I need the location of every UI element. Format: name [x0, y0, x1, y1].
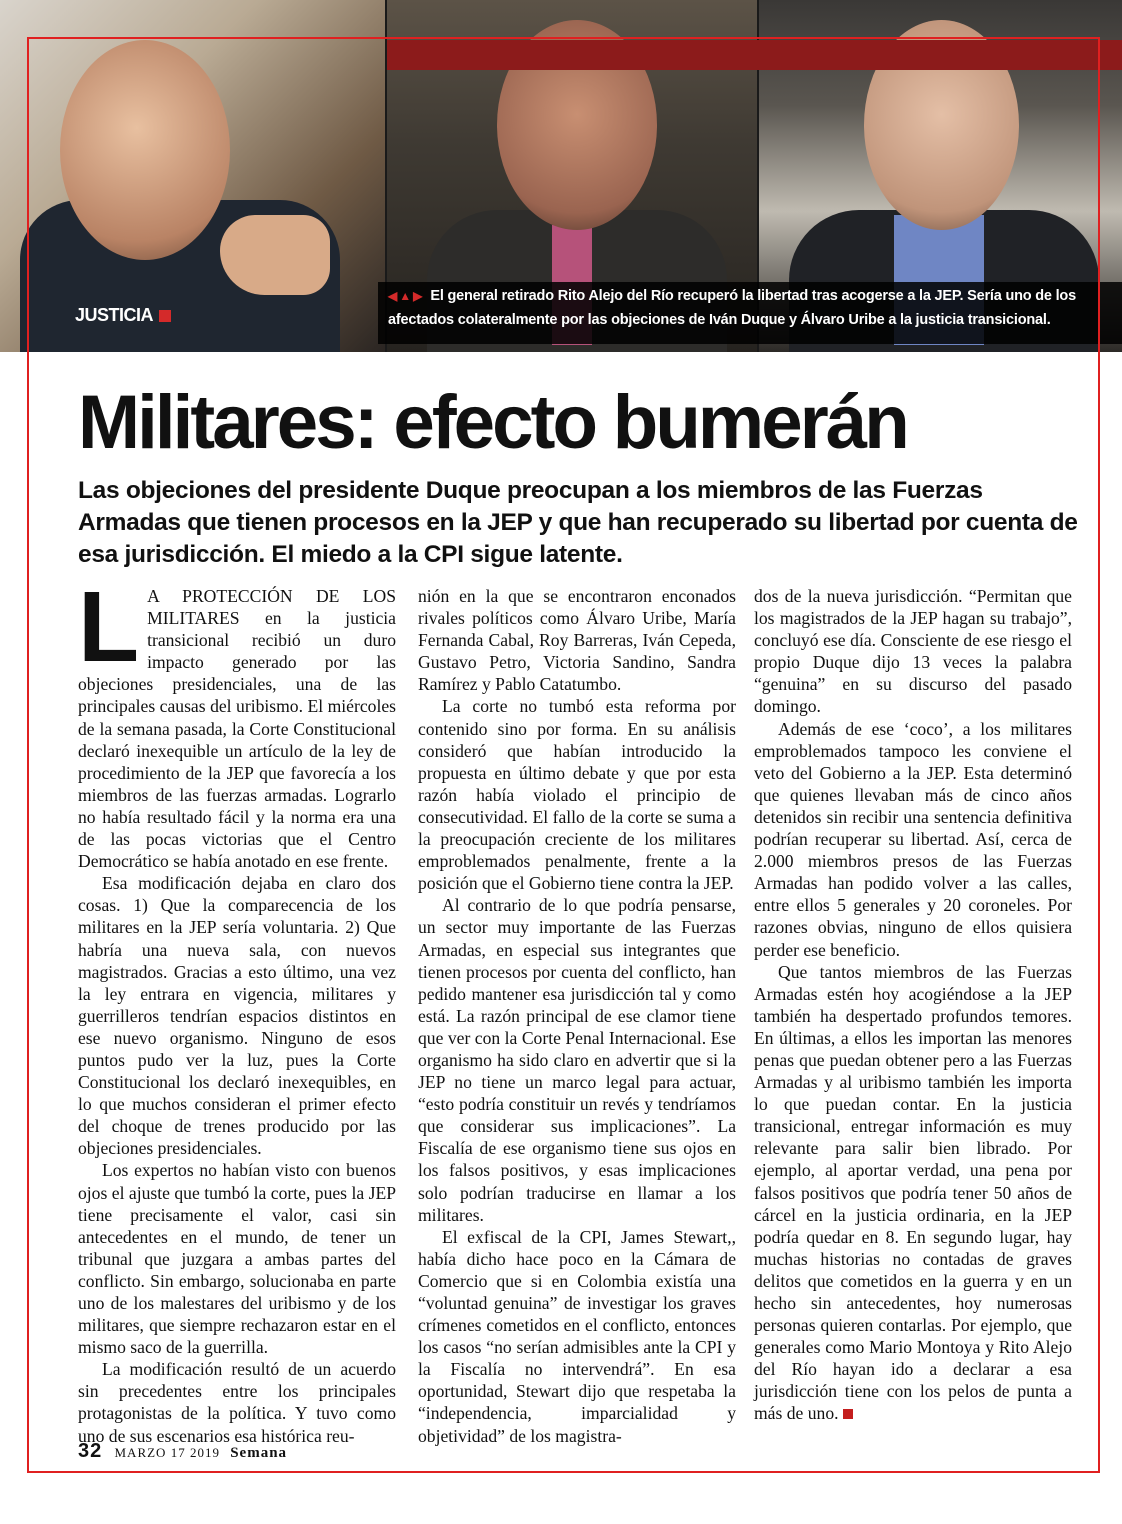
- paragraph: Esa modificación dejaba en claro dos cosas. 1) Que la comparecencia de los militares en la JEP sería voluntaria. 2) Que habría una nueva sala, con nuevos magistrados. Gracias a esto último, una vez la ley entrara en vigencia, militares y guerrilleros tendrían espacios distintos en ese nuevo organismo. Ninguno de esos puntos pudo ver la luz, pues la Corte Constitucional los declaró inexequibles, en lo que muchos consideran el primer efecto del choque de trenes producido por las objeciones presidenciales.: [78, 873, 396, 1159]
- paragraph-last: [754, 961, 1072, 1425]
- caption-text: El general retirado Rito Alejo del Río recuperó la libertad tras acogerse a la JEP. Sería uno de los afectados colateralmente por las objeciones de Iván Duque y Álvaro Uribe a la justicia transicional.: [388, 288, 1076, 328]
- paragraph: La corte no tumbó esta reforma por contenido sino por forma. En su análisis consideró que habían introducido la propuesta en último debate y que por esta razón había violado el principio de consecutividad. El fallo de la corte se suma a la preocupación creciente de los militares emproblemados penalmente, frente a la posición que el Gobierno tiene contra la JEP.: [418, 696, 736, 894]
- article-column-1: [78, 571, 396, 1447]
- magazine-name: Semana: [230, 1445, 288, 1461]
- paragraph: La modificación resultó de un acuerdo sin precedentes entre los principales protagonistas de la política. Y tuvo como uno de sus escenarios esa histórica reu-: [78, 1359, 396, 1446]
- red-square-icon: [159, 310, 171, 322]
- red-decorative-bar: [387, 40, 1122, 70]
- deck: Las objeciones del presidente Duque preocupan a los miembros de las Fuerzas Armadas que tienen procesos en la JEP y que han recuperado su libertad por cuenta de esa jurisdicción. El miedo a la CPI sigue latente.: [78, 477, 1078, 568]
- photo-caption: [388, 284, 1108, 332]
- paragraph: A PROTECCIÓN DE LOS MILITARES en la justicia transicional recibió un duro impacto generado por las objeciones presidenciales, una de las principales causas del uribismo. El miércoles de la semana pasada, la Corte Constitucional declaró inexequible un artículo de la ley de procedimiento de la JEP que favorecía a los miembros de las fuerzas armadas. Lograrlo no había resultado fácil y la norma era una de las pocas victorias que el Centro Democrático se había anotado en ese frente.: [78, 586, 396, 872]
- photo-strip: [0, 0, 1122, 352]
- paragraph: Además de ese ‘coco’, a los militares emproblemados tampoco les conviene el veto del Gobierno a la JEP. Esta determinó que quienes llevaban más de cinco años detenidos sin recibir una sentencia definitiva podrían recuperar su libertad. Así, cerca de 2.000 miembros presos de las Fuerzas Armadas han podido volver a las calles, entre ellos 5 generales y 20 coroneles. Por razones obvias, ninguno de ellos quisiera perder ese beneficio.: [754, 718, 1072, 960]
- headline: Militares: efecto bumerán: [78, 380, 907, 465]
- paragraph: Al contrario de lo que podría pensarse, un sector muy importante de las Fuerzas Armadas, en especial sus integrantes que tienen procesos por cuenta del conflicto, han pedido mantener esa jurisdicción tal y como está. La razón principal de ese clamor tiene que ver con la Corte Penal Internacional. Ese organismo ha sido claro en advertir que si la JEP no tiene un marco legal para actuar, “esto podría constituir un revés y tendríamos que considerar sus implicaciones”. La Fiscalía de ese organismo tiene sus ojos en los falsos positivos, y esas implicaciones solo podrían traducirse en llamar a los militares.: [418, 895, 736, 1225]
- paragraph: nión en la que se encontraron enconados rivales políticos como Álvaro Uribe, María Fernanda Cabal, Roy Barreras, Iván Cepeda, Gustavo Petro, Victoria Sandino, Sandra Ramírez y Pablo Catatumbo.: [418, 586, 736, 695]
- page-footer: [78, 1440, 287, 1463]
- article-column-3: [754, 585, 1072, 1425]
- page-number: 32: [78, 1440, 103, 1462]
- drop-cap: L: [78, 571, 140, 683]
- photo-figure-hand: [220, 215, 330, 295]
- photo-ivan-duque: [0, 0, 385, 352]
- section-label: [75, 305, 171, 326]
- photo-figure-face: [60, 40, 230, 260]
- article-column-2: [418, 585, 736, 1447]
- paragraph: Los expertos no habían visto con buenos ojos el ajuste que tumbó la corte, pues la JEP tiene precisamente el valor, casi sin antecedentes en el mundo, de tener un tribunal que juzgara a ambas partes del conflicto. Sin embargo, solucionaba en parte uno de los malestares del uribismo y de los militares, que siempre rechazaron estar en el mismo saco de la guerrilla.: [78, 1160, 396, 1358]
- issue-date: MARZO 17 2019: [114, 1445, 220, 1460]
- paragraph: El exfiscal de la CPI, James Stewart,, había dicho hace poco en la Cámara de Comercio que si en Colombia existía una “voluntad genuina” de investigar los graves crímenes cometidos en el conflicto, entonces los casos “no serían admisibles ante la CPI y la Fiscalía no intervendrá”. En esa oportunidad, Stewart dijo que respetaba la “independencia, imparcialidad y objetividad” de los magistra-: [418, 1226, 736, 1446]
- caption-arrows-icon: ◀▲▶: [388, 289, 425, 303]
- paragraph-text: Que tantos miembros de las Fuerzas Armadas estén hoy acogiéndose a la JEP también ha despertado profundos temores. En últimas, a ellos les importan las menores penas que puedan obtener pero a las Fuerzas Armadas y al uribismo también les importa lo que puedan contar. En la justicia transicional, entregar información es muy relevante para salir bien librado. Por ejemplo, al aportar verdad, una pena por falsos positivos que podría tener 50 años de cárcel en la justicia ordinaria, en la JEP podría quedar en 8. En segundo lugar, hay muchas historias no contadas de graves delitos que cometidos en la guerra y en un hecho sin antecedentes, hoy numerosas personas quieren contarlas. Por ejemplo, que generales como Mario Montoya y Rito Alejo del Río hayan ido a declarar a esa jurisdicción tiene con los pelos de punta a más de uno.: [754, 961, 1072, 1424]
- end-mark-icon: [843, 1409, 853, 1419]
- section-label-text: JUSTICIA: [75, 305, 154, 325]
- paragraph: dos de la nueva jurisdicción. “Permitan que los magistrados de la JEP hagan su trabajo”, concluyó ese día. Consciente de ese riesgo el propio Duque dijo 13 veces la palabra “genuina” en su discurso del pasado domingo.: [754, 586, 1072, 717]
